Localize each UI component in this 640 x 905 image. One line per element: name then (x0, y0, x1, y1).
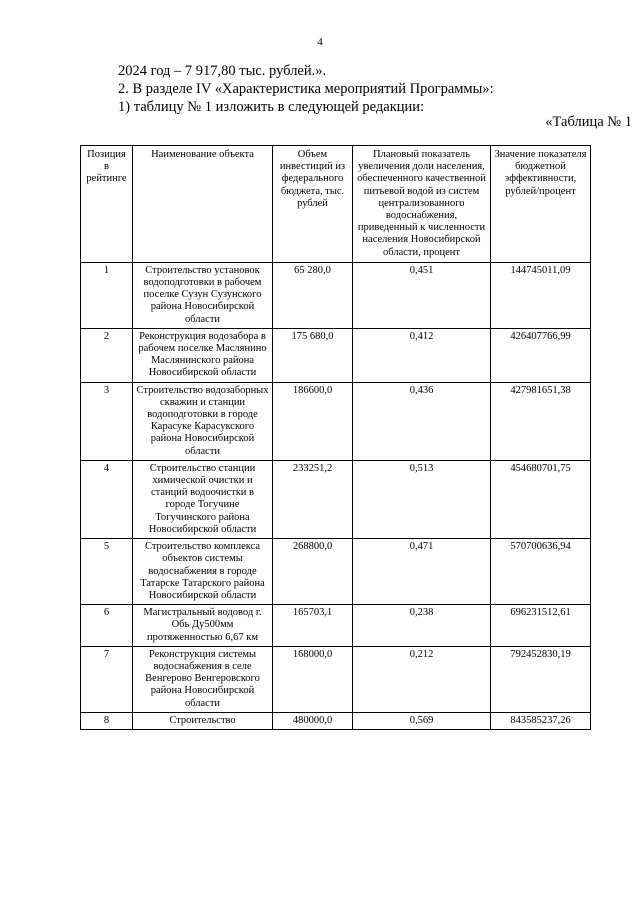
cell-planned-indicator: 0,212 (353, 646, 491, 712)
cell-object-name: Строительство комплекса объектов системы водоснабжения в городе Татарске Татарского района Новосибирской области (133, 539, 273, 605)
cell-object-name: Строительство (133, 712, 273, 729)
table-row (81, 328, 591, 382)
cell-investment: 480000,0 (273, 712, 353, 729)
table-header-row (81, 146, 591, 263)
table-row (81, 646, 591, 712)
table-row (81, 712, 591, 729)
cell-efficiency: 454680701,75 (491, 460, 591, 538)
cell-position: 8 (81, 712, 133, 729)
cell-position: 6 (81, 605, 133, 647)
intro-line-1: 2024 год – 7 917,80 тыс. рублей.». (118, 63, 327, 79)
cell-investment: 168000,0 (273, 646, 353, 712)
cell-object-name: Реконструкция водозабора в рабочем поселке Маслянино Маслянинского района Новосибирской области (133, 328, 273, 382)
cell-efficiency: 843585237,26 (491, 712, 591, 729)
cell-position: 7 (81, 646, 133, 712)
cell-planned-indicator: 0,412 (353, 328, 491, 382)
cell-object-name: Строительство станции химической очистки и станций водоочистки в городе Тогучине Тогучинского района Новосибирской области (133, 460, 273, 538)
cell-object-name: Строительство установок водоподготовки в рабочем поселке Сузун Сузунского района Новосибирской области (133, 262, 273, 328)
table-row (81, 539, 591, 605)
cell-position: 5 (81, 539, 133, 605)
header-object-name: Наименование объекта (133, 146, 273, 263)
cell-investment: 186600,0 (273, 382, 353, 460)
cell-investment: 65 280,0 (273, 262, 353, 328)
cell-efficiency: 144745011,09 (491, 262, 591, 328)
cell-investment: 233251,2 (273, 460, 353, 538)
cell-investment: 268800,0 (273, 539, 353, 605)
cell-planned-indicator: 0,238 (353, 605, 491, 647)
cell-investment: 165703,1 (273, 605, 353, 647)
intro-line-2: 2. В разделе IV «Характеристика мероприятий Программы»: (118, 81, 494, 97)
header-planned-indicator: Плановый показатель увеличения доли населения, обеспеченного качественной питьевой водой из систем централизованного водоснабжения, приведенный к численности населения Новосибирской области, процент (353, 146, 491, 263)
rating-table (80, 145, 591, 730)
cell-planned-indicator: 0,471 (353, 539, 491, 605)
cell-investment: 175 680,0 (273, 328, 353, 382)
table-row (81, 460, 591, 538)
header-investment: Объем инвестиций из федерального бюджета, тыс. рублей (273, 146, 353, 263)
cell-object-name: Магистральный водовод г. Обь Ду500мм протяженностью 6,67 км (133, 605, 273, 647)
cell-efficiency: 570700636,94 (491, 539, 591, 605)
cell-efficiency: 696231512,61 (491, 605, 591, 647)
cell-position: 1 (81, 262, 133, 328)
cell-planned-indicator: 0,569 (353, 712, 491, 729)
cell-planned-indicator: 0,451 (353, 262, 491, 328)
cell-position: 3 (81, 382, 133, 460)
page-number: 4 (317, 36, 323, 48)
cell-position: 2 (81, 328, 133, 382)
header-efficiency: Значение показателя бюджетной эффективности, рублей/процент (491, 146, 591, 263)
cell-planned-indicator: 0,436 (353, 382, 491, 460)
cell-object-name: Строительство водозаборных скважин и станции водоподготовки в городе Карасуке Карасукского района Новосибирской области (133, 382, 273, 460)
header-position: Позиция в рейтинге (81, 146, 133, 263)
intro-text (118, 62, 494, 116)
cell-position: 4 (81, 460, 133, 538)
table-row (81, 605, 591, 647)
cell-object-name: Реконструкция системы водоснабжения в селе Венгерово Венгеровского района Новосибирской области (133, 646, 273, 712)
table-row (81, 382, 591, 460)
table-caption: «Таблица № 1 (545, 114, 632, 130)
cell-efficiency: 792452830,19 (491, 646, 591, 712)
intro-line-3: 1) таблицу № 1 изложить в следующей редакции: (118, 99, 425, 115)
table-row (81, 262, 591, 328)
cell-planned-indicator: 0,513 (353, 460, 491, 538)
cell-efficiency: 427981651,38 (491, 382, 591, 460)
cell-efficiency: 426407766,99 (491, 328, 591, 382)
